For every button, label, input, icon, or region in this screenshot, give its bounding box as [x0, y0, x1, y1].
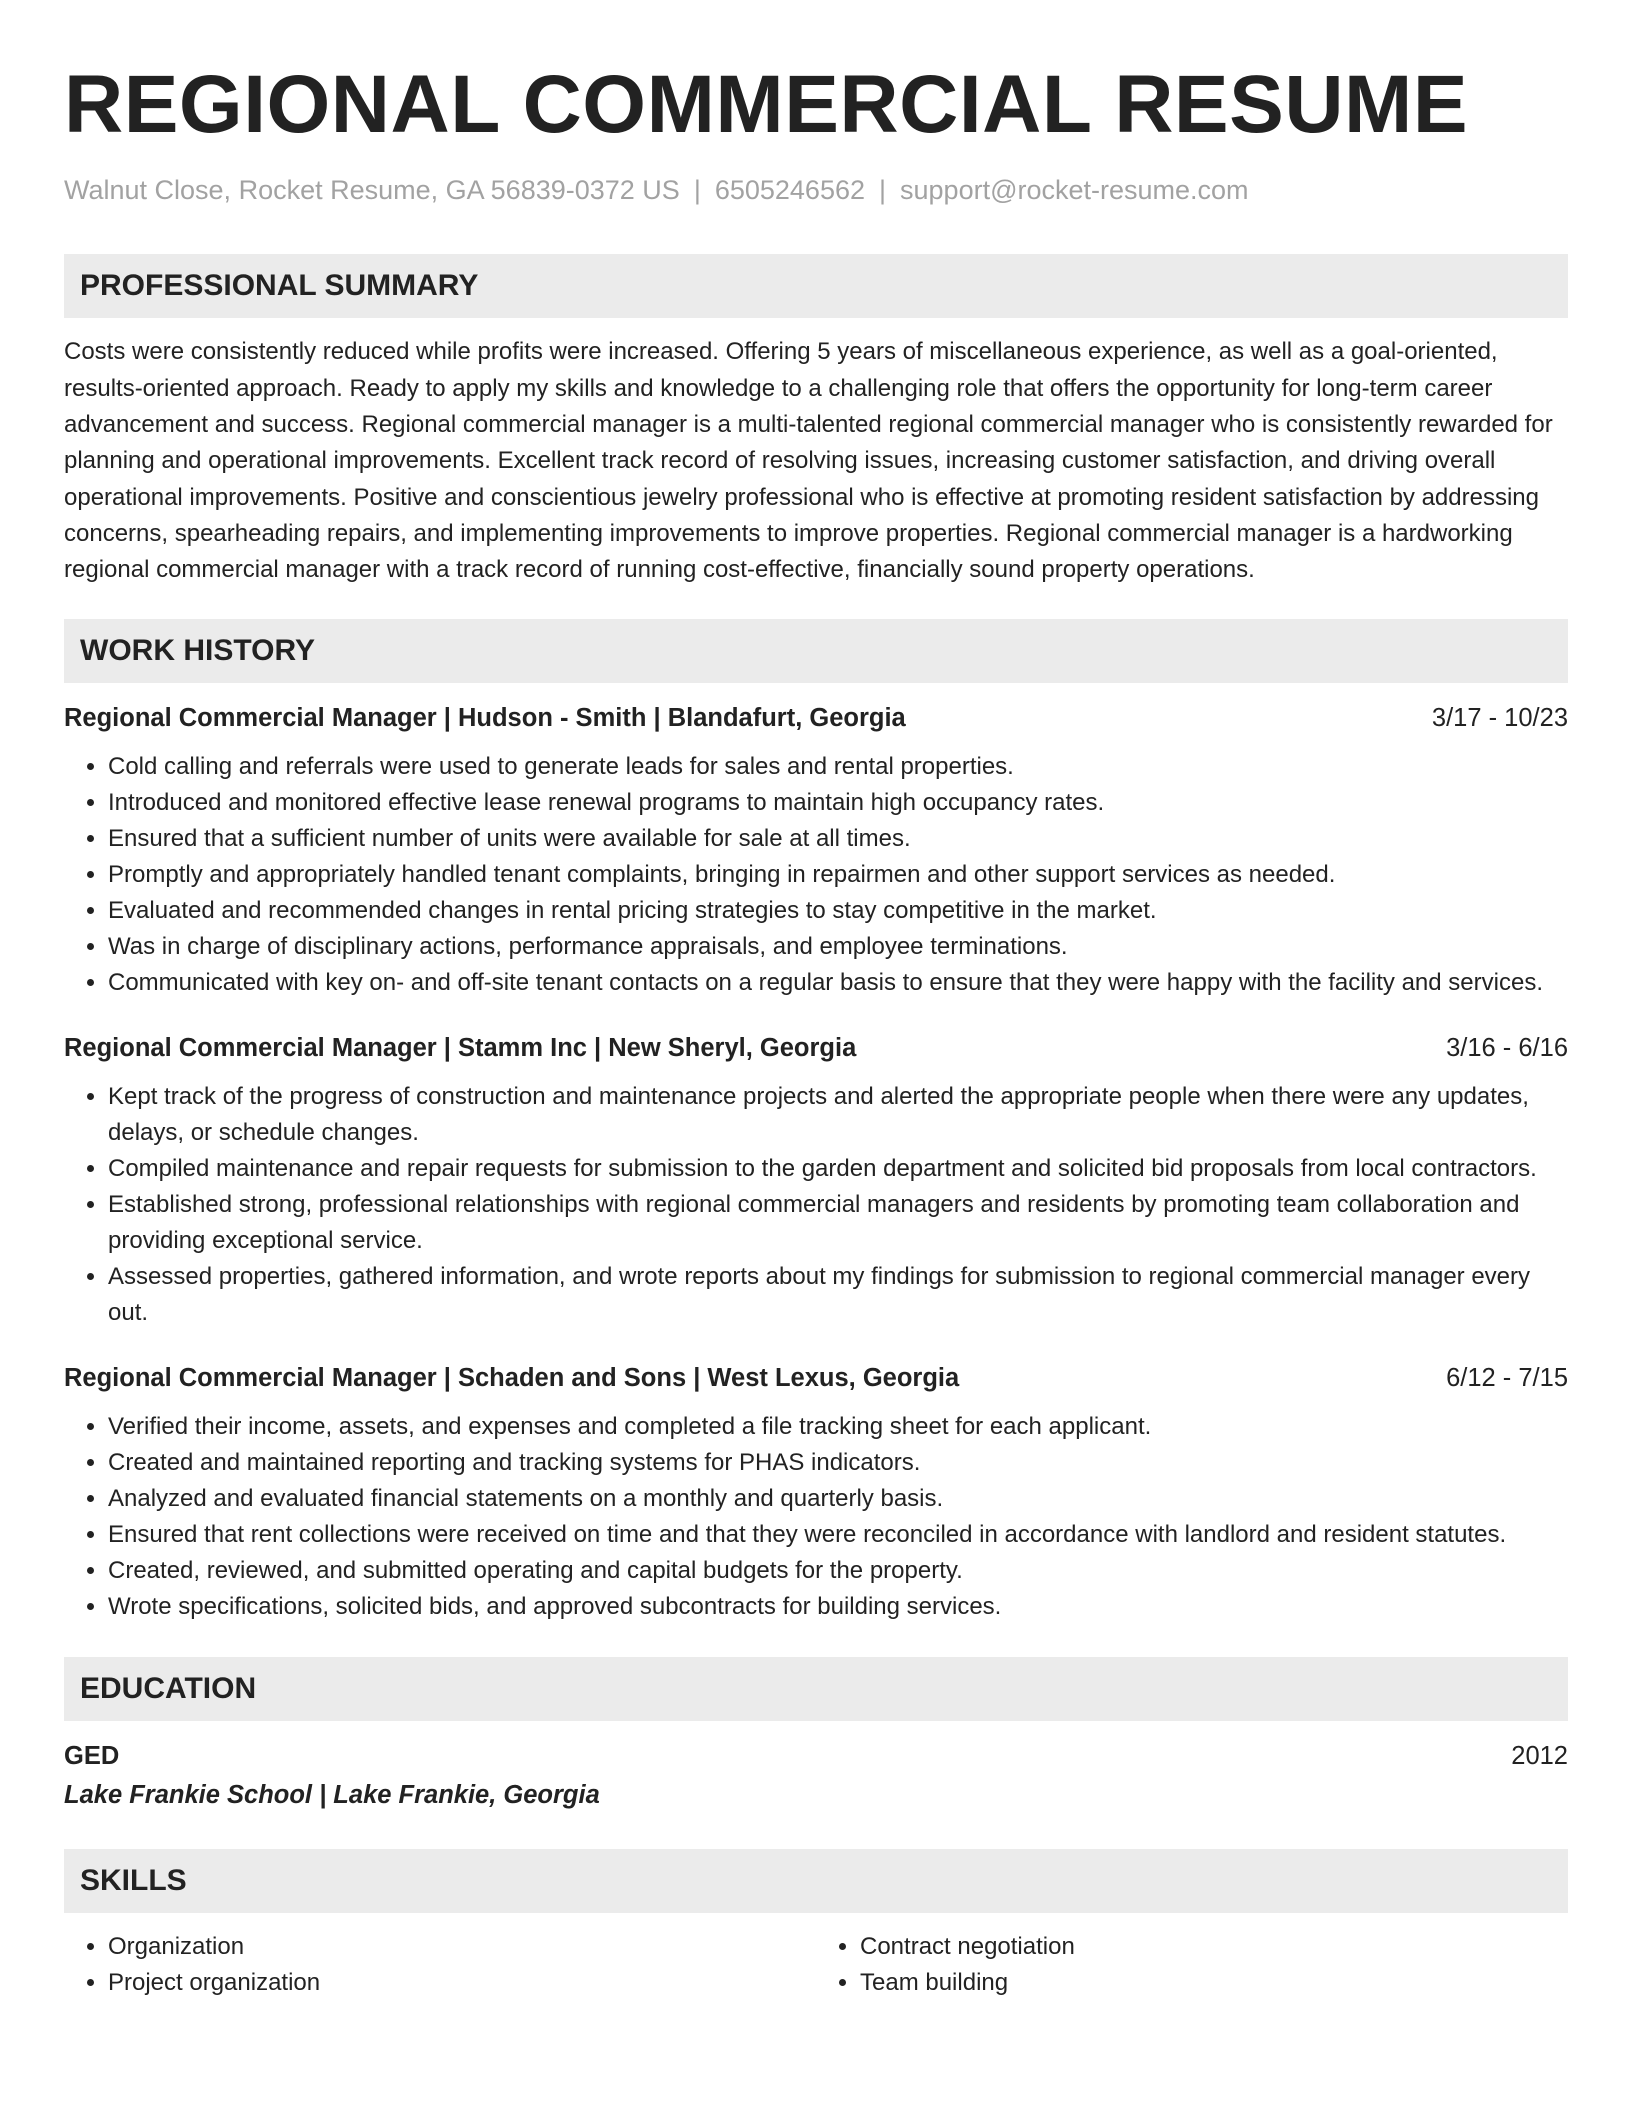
job-bullet: • Kept track of the progress of construction and maintenance projects and alerted the appropriate people when there were any updates, delays, or schedule changes. [108, 1079, 1568, 1151]
job-title: Regional Commercial Manager | Stamm Inc | New Sheryl, Georgia [64, 1034, 857, 1063]
job-title: Regional Commercial Manager | Schaden and Sons | West Lexus, Georgia [64, 1364, 960, 1393]
section-header-skills: SKILLS [64, 1849, 1568, 1913]
job-dates: 6/12 - 7/15 [1446, 1364, 1568, 1393]
job-bullet: • Wrote specifications, solicited bids, and approved subcontracts for building services. [108, 1589, 1568, 1625]
skills-column-right [816, 1929, 1568, 2001]
section-header-summary: PROFESSIONAL SUMMARY [64, 254, 1568, 318]
education-year: 2012 [1511, 1742, 1568, 1771]
job-title: Regional Commercial Manager | Hudson - Smith | Blandafurt, Georgia [64, 704, 906, 733]
job-bullet: • Evaluated and recommended changes in rental pricing strategies to stay competitive in the market. [108, 893, 1568, 929]
job-bullet: • Established strong, professional relationships with regional commercial managers and residents by promoting team collaboration and providing exceptional service. [108, 1187, 1568, 1259]
job-bullet: • Assessed properties, gathered information, and wrote reports about my findings for submission to regional commercial manager every out. [108, 1259, 1568, 1331]
job-entry [64, 1361, 1568, 1625]
job-bullet: • Was in charge of disciplinary actions, performance appraisals, and employee terminations. [108, 929, 1568, 965]
education-school: Lake Frankie School | Lake Frankie, Georgia [64, 1781, 600, 1810]
job-bullets [64, 749, 1568, 1001]
section-header-education: EDUCATION [64, 1657, 1568, 1721]
skill-item: • Team building [860, 1965, 1568, 2001]
job-bullets [64, 1079, 1568, 1331]
contact-line [64, 174, 1568, 206]
job-entry [64, 1031, 1568, 1331]
resume-name: REGIONAL COMMERCIAL RESUME [64, 59, 1469, 150]
summary-text: Costs were consistently reduced while profits were increased. Offering 5 years of miscellaneous experience, as well as a goal-oriented, results-oriented approach. Ready to apply my skills and knowledge to a challenging role that offers the opportunity for long-term career advancement and success. Regional commercial manager is a multi-talented regional commercial manager who is consistently rewarded for planning and operational improvements. Excellent track record of resolving issues, increasing customer satisfaction, and driving overall operational improvements. Positive and conscientious jewelry professional who is effective at promoting resident satisfaction by addressing concerns, spearheading repairs, and implementing improvements to improve properties. Regional commercial manager is a hardworking regional commercial manager with a track record of running cost-effective, financially sound property operations. [64, 338, 1553, 584]
job-entry [64, 701, 1568, 1001]
education-degree: GED [64, 1742, 120, 1771]
skill-item: • Organization [108, 1929, 816, 1965]
job-bullet: • Introduced and monitored effective lease renewal programs to maintain high occupancy rates. [108, 785, 1568, 821]
job-bullet: • Created, reviewed, and submitted operating and capital budgets for the property. [108, 1553, 1568, 1589]
job-bullet: • Ensured that a sufficient number of units were available for sale at all times. [108, 821, 1568, 857]
education-entry [64, 1739, 1568, 1815]
skills-column-left [64, 1929, 816, 2001]
section-header-work-history: WORK HISTORY [64, 619, 1568, 683]
education-heading-row [64, 1739, 1568, 1773]
skill-item: • Contract negotiation [860, 1929, 1568, 1965]
job-bullets [64, 1409, 1568, 1625]
job-heading-row [64, 701, 1568, 735]
contact-separator: | [879, 175, 887, 205]
job-dates: 3/17 - 10/23 [1431, 704, 1568, 733]
job-bullet: • Created and maintained reporting and tracking systems for PHAS indicators. [108, 1445, 1568, 1481]
skill-item: • Project organization [108, 1965, 816, 2001]
job-bullet: • Analyzed and evaluated financial statements on a monthly and quarterly basis. [108, 1481, 1568, 1517]
job-bullet: • Ensured that rent collections were received on time and that they were reconciled in accordance with landlord and resident statutes. [108, 1517, 1568, 1553]
job-bullet: • Promptly and appropriately handled tenant complaints, bringing in repairmen and other support services as needed. [108, 857, 1568, 893]
job-bullet: • Communicated with key on- and off-site tenant contacts on a regular basis to ensure that they were happy with the facility and services. [108, 965, 1568, 1001]
job-bullet: • Compiled maintenance and repair requests for submission to the garden department and solicited bid proposals from local contractors. [108, 1151, 1568, 1187]
job-heading-row [64, 1031, 1568, 1065]
job-dates: 3/16 - 6/16 [1446, 1034, 1568, 1063]
contact-address: Walnut Close, Rocket Resume, GA 56839-0372 US [64, 175, 680, 205]
job-bullet: • Verified their income, assets, and expenses and completed a file tracking sheet for each applicant. [108, 1409, 1568, 1445]
contact-phone: 6505246562 [714, 175, 865, 205]
job-bullet: • Cold calling and referrals were used to generate leads for sales and rental properties. [108, 749, 1568, 785]
contact-separator: | [693, 175, 701, 205]
contact-email: support@rocket-resume.com [900, 175, 1249, 205]
skills-list [64, 1929, 1568, 2001]
job-heading-row [64, 1361, 1568, 1395]
